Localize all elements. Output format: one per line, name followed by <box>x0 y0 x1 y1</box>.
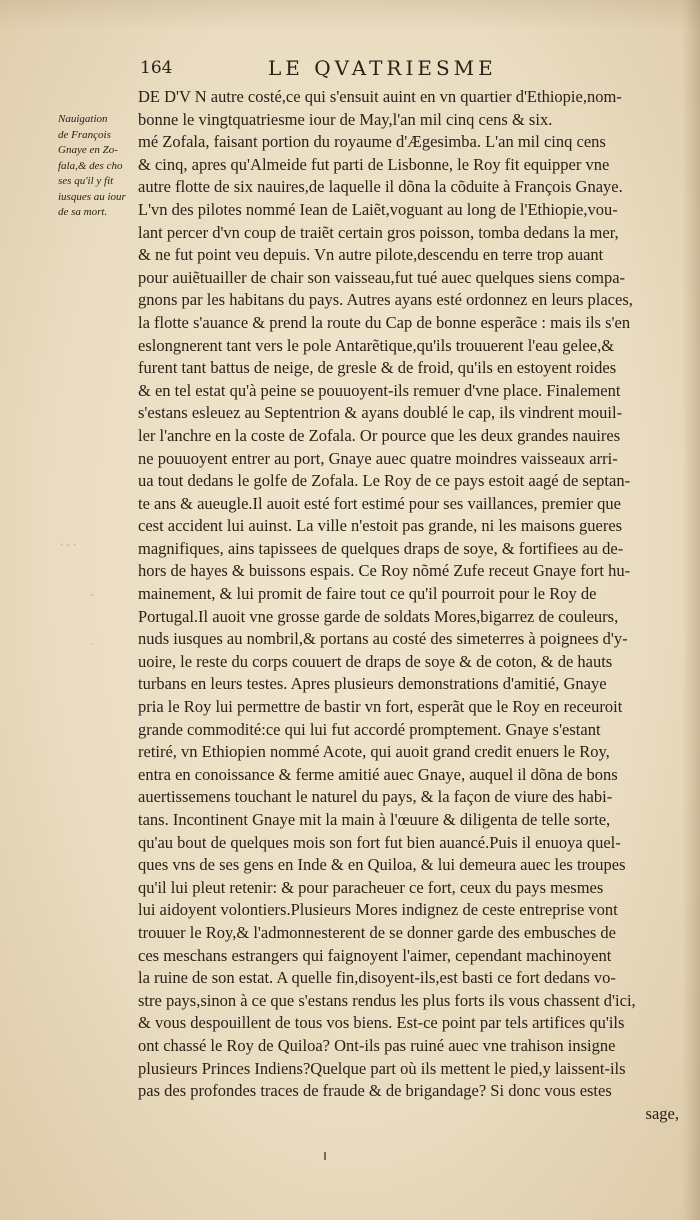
margin-note-line: de sa mort. <box>58 206 108 218</box>
margin-smudge: ‑ <box>90 590 94 601</box>
text-line: trouuer le Roy,& l'admonnesterent de se donner garde des embusches de <box>138 922 616 942</box>
text-line: s'estans esleuez au Septentrion & ayans doublé le cap, ils vindrent mouil- <box>138 403 623 423</box>
text-line: sage, <box>645 1103 679 1123</box>
text-line: pour auiẽtuailler de chair son vaisseau,fut tué auec quelques siens compa- <box>138 267 626 287</box>
text-line: & cinq, apres qu'Almeide fut parti de Lisbonne, le Roy fit equipper vne <box>138 154 610 174</box>
text-line: cest accident lui auinst. La ville n'estoit pas grande, ni les maisons gueres <box>138 516 623 536</box>
text-line: Portugal.Il auoit vne grosse garde de soldats Mores,bigarrez de couleurs, <box>138 606 619 626</box>
page-number: 164 <box>140 58 173 78</box>
text-line: gnons par les habitans du pays. Autres ayans esté ordonnez en leurs places, <box>138 290 633 310</box>
text-line: lant percer d'vn coup de traiẽt certain gros poisson, tomba dedans la mer, <box>138 222 619 242</box>
text-line: bonne le vingtquatriesme iour de May,l'an mil cinq cens & six. <box>138 109 553 129</box>
text-line: hors de hayes & buissons espais. Ce Roy nõmé Zufe receut Gnaye fort hu- <box>138 561 631 581</box>
text-line: magnifiques, ains tapissees de quelques draps de soye, & fortifiees au de- <box>138 538 624 558</box>
margin-note-line: Gnaye en Zo- <box>58 144 118 156</box>
margin-note-line: iusques au iour <box>58 190 126 203</box>
text-line: stre pays,sinon à ce que s'estans rendus les plus forts ils vous chassent d'ici, <box>138 990 636 1010</box>
text-line: turbans en leurs testes. Apres plusieurs demonstrations d'amitié, Gnaye <box>138 674 607 694</box>
text-line: qu'il lui pleut retenir: & pour paracheuer ce fort, ceux du pays mesmes <box>138 877 604 897</box>
text-line: & en tel estat qu'à peine se pouuoyent-ils remuer d'vne place. Finalement <box>138 380 621 400</box>
margin-smudge: · ‑ · <box>60 540 77 551</box>
text-line: ques vns de ses gens en Inde & en Quiloa, & lui demeura auec les troupes <box>138 855 626 875</box>
margin-note <box>58 112 140 221</box>
page-header <box>140 58 660 82</box>
text-line: nuds iusques au nombril,& portans au costé des simeterres à poignees d'y- <box>138 629 628 649</box>
ink-mark <box>324 1152 326 1160</box>
text-line: eslongnerent tant vers le pole Antarẽtique,qu'ils trouuerent l'eau gelee,& <box>138 335 615 355</box>
text-line: ne pouuoyent entrer au port, Gnaye auec quatre moindres vaisseaux arri- <box>138 448 618 468</box>
text-line: mé Zofala, faisant portion du royaume d'Ægesimba. L'an mil cinq cens <box>138 132 606 152</box>
text-line: mainement, & lui promit de faire tout ce qu'il pourroit pour le Roy de <box>138 584 597 604</box>
page-gutter-shading <box>682 0 700 1220</box>
text-line: la ruine de son estat. A quelle fin,disoyent-ils,est basti ce fort dedans vo- <box>138 968 616 988</box>
text-line: ont chassé le Roy de Quiloa? Ont-ils pas ruiné auec vne trahison insigne <box>138 1035 616 1055</box>
text-line: DE D'V N autre costé,ce qui s'ensuit auint en vn quartier d'Ethiopie,nom- <box>138 87 622 106</box>
margin-note-line: ses qu'il y fit <box>58 175 114 187</box>
text-line: L'vn des pilotes nommé Iean de Laiẽt,voguant au long de l'Ethiopie,vou- <box>138 199 618 219</box>
text-line: qu'au bout de quelques mois son fort fut bien auancé.Puis il enuoya quel- <box>138 832 621 852</box>
main-text-block <box>138 86 683 1125</box>
text-line: pria le Roy lui permettre de bastir vn fort, esperãt que le Roy en receuroit <box>138 697 623 717</box>
text-line: lui aidoyent volontiers.Plusieurs Mores indignez de ceste entreprise vont <box>138 900 618 920</box>
text-line: furent tant battus de neige, de gresle & de froid, qu'ils en estoyent roides <box>138 358 617 378</box>
text-line: ces meschans estrangers qui faignoyent l'aimer, cependant machinoyent <box>138 945 612 965</box>
text-line: tans. Incontinent Gnaye mit la main à l'œuure & diligenta de telle sorte, <box>138 810 611 829</box>
text-line: uoire, le reste du corps couuert de draps de soye & de coton, & de hauts <box>138 651 613 671</box>
text-line: ua tout dedans le golfe de Zofala. Le Roy de ce pays estoit aagé de septan- <box>138 471 631 491</box>
text-line: grande commodité:ce qui lui fut accordé promptement. Gnaye s'estant <box>138 719 601 739</box>
text-line: la flotte s'auance & prend la route du Cap de bonne esperãce : mais ils s'en <box>138 312 631 332</box>
text-line: plusieurs Princes Indiens?Quelque part où ils mettent le pied,y laissent-ils <box>138 1058 626 1078</box>
text-line: autre flotte de six nauires,de laquelle il dõna la cõduite à François Gnaye. <box>138 177 623 197</box>
running-head: LE QVATRIESME <box>268 56 497 80</box>
text-line: entra en conoissance & ferme amitié auec Gnaye, auquel il dõna de bons <box>138 764 618 784</box>
text-line: auertissemens touchant le naturel du pays, & la façon de viure des habi- <box>138 787 613 807</box>
text-line: pas des profondes traces de fraude & de brigandage? Si donc vous estes <box>138 1081 612 1101</box>
margin-note-line: de François <box>58 128 111 141</box>
text-line: retiré, vn Ethiopien nommé Acote, qui auoit grand credit enuers le Roy, <box>138 742 610 762</box>
text-line: & ne fut point veu depuis. Vn autre pilote,descendu en terre trop auant <box>138 245 604 265</box>
margin-note-line: fala,& des cho <box>58 159 123 172</box>
page-top-shading <box>0 0 700 30</box>
text-line: ler l'anchre en la coste de Zofala. Or pource que les deux grandes nauires <box>138 425 621 445</box>
text-line: te ans & aueugle.Il auoit esté fort estimé pour ses vaillances, premier que <box>138 493 621 513</box>
text-line: & vous despouillent de tous vos biens. Est-ce point par tels artifices qu'ils <box>138 1013 625 1033</box>
margin-smudge: · <box>90 640 94 651</box>
margin-note-line: Nauigation <box>58 113 108 125</box>
